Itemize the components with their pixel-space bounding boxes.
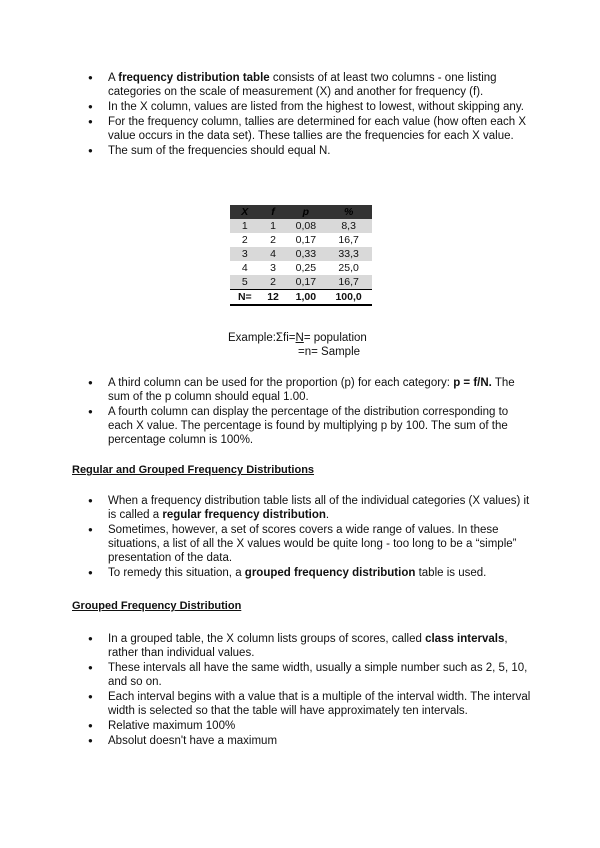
table-row: 5 2 0,17 16,7 [230,275,372,290]
bullet-list-proportion [72,376,532,448]
heading-regular-grouped: Regular and Grouped Frequency Distributions [72,464,315,476]
list-item: ● A fourth column can display the percentage of the distribution corresponding to each X value. The percentage is found by multiplying p by 100. The sum of the percentage column is 100%. [72,405,532,447]
heading-grouped: Grouped Frequency Distribution [72,600,242,612]
column-header-percent: % [325,205,372,219]
list-item: ● Each interval begins with a value that is a multiple of the interval width. The interval width is selected so that the table will have approximately ten intervals. [72,690,532,718]
list-item: ● The sum of the frequencies should equal N. [72,144,532,158]
bullet-list-intro [72,71,532,159]
list-item: ● Sometimes, however, a set of scores covers a wide range of values. In these situations, a list of all the X values would be quite long - too long to be a “simple” presentation of the data. [72,523,532,565]
table-row: 2 2 0,17 16,7 [241,234,359,246]
table-total-row: N= 12 1,00 100,0 [230,290,372,306]
example-line-sample: =n= Sample [298,346,361,358]
list-item: ● Relative maximum 100% [72,719,532,733]
list-item: ● When a frequency distribution table lists all of the individual categories (X values) it is called a regular frequency distribution. [72,494,532,522]
table-row: 1 1 0,08 8,3 [230,219,372,233]
column-header-x: X [230,205,260,219]
table-row: 4 3 0,25 25,0 [241,262,359,274]
list-item: ● In the X column, values are listed from the highest to lowest, without skipping any. [72,100,532,114]
list-item: ● A frequency distribution table consists of at least two columns - one listing categories on the scale of measurement (X) and another for frequency (f). [72,71,532,99]
list-item: ● To remedy this situation, a grouped frequency distribution table is used. [72,566,532,580]
list-item: ● Absolut doesn't have a maximum [72,734,532,748]
table-row: 3 4 0,33 33,3 [230,247,372,261]
frequency-table [230,205,372,306]
column-header-p: p [286,205,325,219]
list-item: ● For the frequency column, tallies are determined for each value (how often each X value occurs in the data set). These tallies are the frequencies for each X value. [72,115,532,143]
table-header-row [230,205,372,219]
example-line-population: Example:Σfi=N= population [228,332,367,344]
list-item: ● These intervals all have the same width, usually a simple number such as 2, 5, 10, and so on. [72,661,532,689]
bullet-list-regular [72,494,532,581]
bullet-list-grouped [72,632,532,749]
list-item: ● A third column can be used for the proportion (p) for each category: p = f/N. The sum of the p column should equal 1.00. [72,376,532,404]
list-item: ● In a grouped table, the X column lists groups of scores, called class intervals, rather than individual values. [72,632,532,660]
column-header-f: f [260,205,287,219]
